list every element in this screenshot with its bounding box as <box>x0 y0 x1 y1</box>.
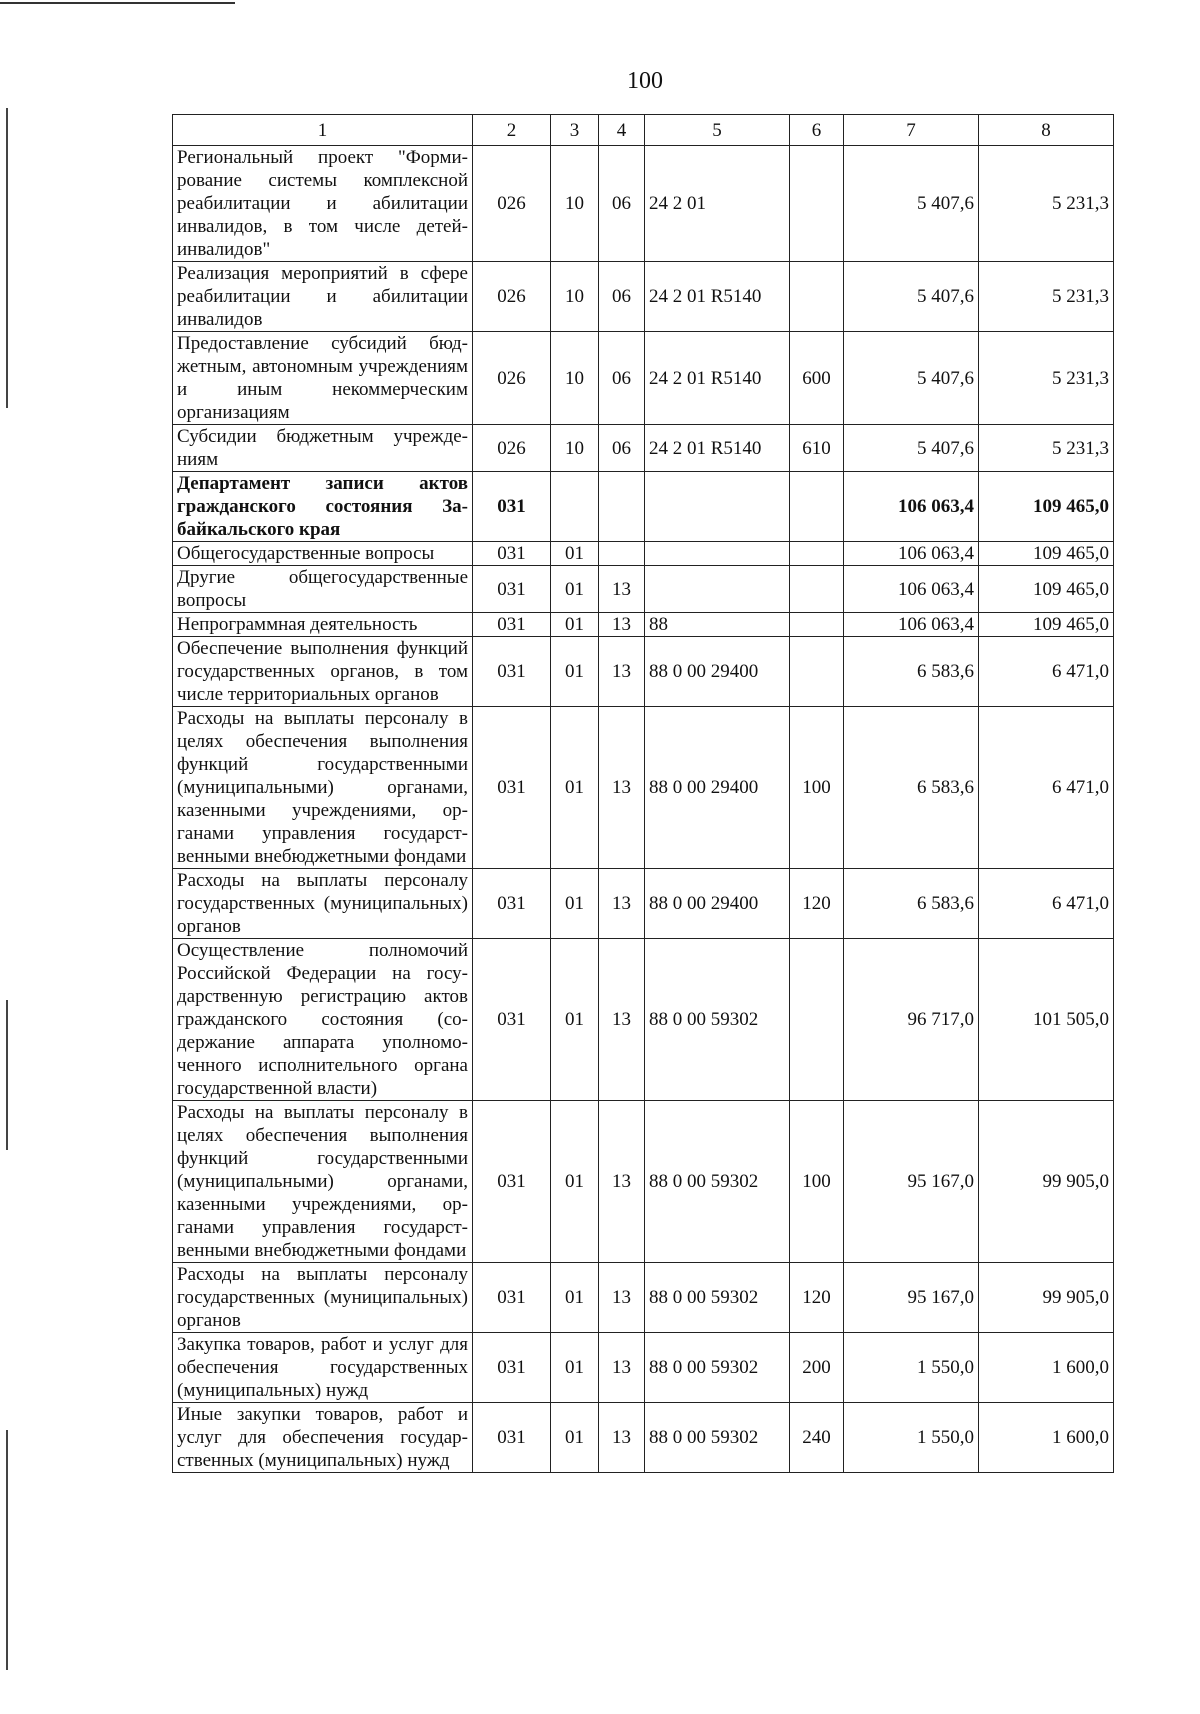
target-article-cell <box>645 566 790 613</box>
item-name-cell: Другие общегосударственные вопросы <box>173 566 473 613</box>
item-name-cell: Расходы на выплаты персоналу государственных (муниципальных) органов <box>173 869 473 939</box>
item-name-cell: Закупка товаров, работ и услуг для обеспечения государственных (муниципальных) нужд <box>173 1333 473 1403</box>
table-row <box>173 707 1114 869</box>
amount-year-2-cell: 5 231,3 <box>979 146 1114 262</box>
amount-year-2-cell: 109 465,0 <box>979 566 1114 613</box>
department-code-cell: 026 <box>473 262 551 332</box>
section-code-cell: 10 <box>551 146 599 262</box>
subsection-code-cell: 13 <box>599 1403 645 1473</box>
target-article-cell <box>645 542 790 566</box>
department-code-cell: 031 <box>473 472 551 542</box>
amount-year-2-cell: 5 231,3 <box>979 262 1114 332</box>
target-article-cell: 88 0 00 59302 <box>645 1333 790 1403</box>
item-name-cell: Региональный проект "Формирование системы комплексной реабилитации и абилитации инвалидов, в том числе детей-инвалидов" <box>173 146 473 262</box>
department-code-cell: 031 <box>473 939 551 1101</box>
expense-type-cell <box>790 566 844 613</box>
item-name-cell: Расходы на выплаты персоналу в целях обеспечения выполнения функций государственными (муниципальными) органами, казенными учреждениями, органами управления государственными внебюджетными фондами <box>173 1101 473 1263</box>
amount-year-1-cell: 96 717,0 <box>844 939 979 1101</box>
department-code-cell: 031 <box>473 613 551 637</box>
section-code-cell: 01 <box>551 613 599 637</box>
expense-type-cell <box>790 146 844 262</box>
department-code-cell: 031 <box>473 542 551 566</box>
amount-year-1-cell: 106 063,4 <box>844 472 979 542</box>
subsection-code-cell: 13 <box>599 1101 645 1263</box>
subsection-code-cell: 13 <box>599 869 645 939</box>
section-code-cell: 01 <box>551 1101 599 1263</box>
table-row <box>173 425 1114 472</box>
expense-type-cell <box>790 939 844 1101</box>
table-row <box>173 1403 1114 1473</box>
section-code-cell: 01 <box>551 707 599 869</box>
amount-year-2-cell: 101 505,0 <box>979 939 1114 1101</box>
amount-year-2-cell: 6 471,0 <box>979 637 1114 707</box>
amount-year-1-cell: 5 407,6 <box>844 425 979 472</box>
department-code-cell: 026 <box>473 332 551 425</box>
target-article-cell <box>645 472 790 542</box>
subsection-code-cell: 13 <box>599 613 645 637</box>
target-article-cell: 24 2 01 R5140 <box>645 332 790 425</box>
amount-year-1-cell: 5 407,6 <box>844 332 979 425</box>
subsection-code-cell: 06 <box>599 262 645 332</box>
amount-year-2-cell: 1 600,0 <box>979 1333 1114 1403</box>
expense-type-cell: 100 <box>790 707 844 869</box>
amount-year-2-cell: 109 465,0 <box>979 542 1114 566</box>
table-row <box>173 472 1114 542</box>
subsection-code-cell: 06 <box>599 425 645 472</box>
table-row <box>173 613 1114 637</box>
amount-year-2-cell: 99 905,0 <box>979 1101 1114 1263</box>
table-row <box>173 637 1114 707</box>
section-code-cell: 01 <box>551 637 599 707</box>
column-header: 6 <box>790 115 844 146</box>
subsection-code-cell <box>599 542 645 566</box>
section-code-cell: 01 <box>551 1333 599 1403</box>
table-row <box>173 566 1114 613</box>
item-name-cell: Субсидии бюджетным учреждениям <box>173 425 473 472</box>
amount-year-2-cell: 5 231,3 <box>979 425 1114 472</box>
amount-year-1-cell: 106 063,4 <box>844 542 979 566</box>
target-article-cell: 24 2 01 R5140 <box>645 262 790 332</box>
section-code-cell: 10 <box>551 425 599 472</box>
expense-type-cell: 600 <box>790 332 844 425</box>
target-article-cell: 88 <box>645 613 790 637</box>
scan-margin-artifact <box>6 108 8 408</box>
section-code-cell: 01 <box>551 1403 599 1473</box>
expense-type-cell <box>790 637 844 707</box>
item-name-cell: Общегосударственные вопросы <box>173 542 473 566</box>
item-name-cell: Расходы на выплаты персоналу государственных (муниципальных) органов <box>173 1263 473 1333</box>
amount-year-1-cell: 5 407,6 <box>844 262 979 332</box>
department-code-cell: 031 <box>473 869 551 939</box>
expense-type-cell: 200 <box>790 1333 844 1403</box>
item-name-cell: Предоставление субсидий бюджетным, автономным учреждениям и иным некоммерческим организациям <box>173 332 473 425</box>
expense-type-cell <box>790 472 844 542</box>
amount-year-1-cell: 6 583,6 <box>844 707 979 869</box>
expense-type-cell: 100 <box>790 1101 844 1263</box>
section-code-cell: 01 <box>551 1263 599 1333</box>
expense-type-cell <box>790 542 844 566</box>
table-row <box>173 146 1114 262</box>
subsection-code-cell <box>599 472 645 542</box>
section-code-cell: 01 <box>551 939 599 1101</box>
target-article-cell: 88 0 00 59302 <box>645 1101 790 1263</box>
subsection-code-cell: 13 <box>599 707 645 869</box>
target-article-cell: 24 2 01 R5140 <box>645 425 790 472</box>
subsection-code-cell: 13 <box>599 1333 645 1403</box>
section-code-cell: 10 <box>551 332 599 425</box>
subsection-code-cell: 06 <box>599 332 645 425</box>
section-code-cell: 01 <box>551 869 599 939</box>
table-row <box>173 332 1114 425</box>
amount-year-1-cell: 95 167,0 <box>844 1263 979 1333</box>
expense-type-cell: 610 <box>790 425 844 472</box>
item-name-cell: Реализация мероприятий в сфере реабилитации и абилитации инвалидов <box>173 262 473 332</box>
amount-year-1-cell: 106 063,4 <box>844 613 979 637</box>
column-header: 5 <box>645 115 790 146</box>
expense-type-cell <box>790 613 844 637</box>
column-header: 8 <box>979 115 1114 146</box>
subsection-code-cell: 06 <box>599 146 645 262</box>
department-code-cell: 031 <box>473 1101 551 1263</box>
amount-year-1-cell: 6 583,6 <box>844 869 979 939</box>
table-row <box>173 1101 1114 1263</box>
item-name-cell: Обеспечение выполнения функций государственных органов, в том числе территориальных органов <box>173 637 473 707</box>
amount-year-1-cell: 6 583,6 <box>844 637 979 707</box>
column-number-row <box>173 115 1114 146</box>
target-article-cell: 24 2 01 <box>645 146 790 262</box>
subsection-code-cell: 13 <box>599 1263 645 1333</box>
table-row <box>173 542 1114 566</box>
department-code-cell: 026 <box>473 146 551 262</box>
item-name-cell: Иные закупки товаров, работ и услуг для обеспечения государственных (муниципальных) нужд <box>173 1403 473 1473</box>
section-code-cell: 01 <box>551 566 599 613</box>
amount-year-1-cell: 5 407,6 <box>844 146 979 262</box>
item-name-cell: Осуществление полномочий Российской Федерации на государственную регистрацию актов гражданского состояния (содержание аппарата уполномоченного исполнительного органа государственной власти) <box>173 939 473 1101</box>
target-article-cell: 88 0 00 59302 <box>645 939 790 1101</box>
scan-margin-artifact <box>6 1000 8 1150</box>
department-code-cell: 031 <box>473 1263 551 1333</box>
target-article-cell: 88 0 00 29400 <box>645 637 790 707</box>
subsection-code-cell: 13 <box>599 566 645 613</box>
amount-year-2-cell: 1 600,0 <box>979 1403 1114 1473</box>
expense-type-cell <box>790 262 844 332</box>
amount-year-1-cell: 1 550,0 <box>844 1333 979 1403</box>
amount-year-2-cell: 109 465,0 <box>979 472 1114 542</box>
column-header: 2 <box>473 115 551 146</box>
amount-year-2-cell: 6 471,0 <box>979 707 1114 869</box>
budget-table <box>172 114 1114 1473</box>
scan-border-artifact <box>0 2 235 4</box>
table-row <box>173 1333 1114 1403</box>
amount-year-2-cell: 109 465,0 <box>979 613 1114 637</box>
amount-year-1-cell: 1 550,0 <box>844 1403 979 1473</box>
page-number: 100 <box>627 68 663 94</box>
section-code-cell: 01 <box>551 542 599 566</box>
table-row <box>173 262 1114 332</box>
department-code-cell: 031 <box>473 1333 551 1403</box>
target-article-cell: 88 0 00 29400 <box>645 707 790 869</box>
subsection-code-cell: 13 <box>599 637 645 707</box>
subsection-code-cell: 13 <box>599 939 645 1101</box>
column-header: 7 <box>844 115 979 146</box>
column-header: 3 <box>551 115 599 146</box>
department-code-cell: 026 <box>473 425 551 472</box>
department-code-cell: 031 <box>473 566 551 613</box>
table-body <box>173 146 1114 1473</box>
item-name-cell: Департамент записи актов гражданского состояния Забайкальского края <box>173 472 473 542</box>
expense-type-cell: 120 <box>790 869 844 939</box>
section-code-cell <box>551 472 599 542</box>
target-article-cell: 88 0 00 29400 <box>645 869 790 939</box>
expense-type-cell: 120 <box>790 1263 844 1333</box>
amount-year-2-cell: 99 905,0 <box>979 1263 1114 1333</box>
section-code-cell: 10 <box>551 262 599 332</box>
table-row <box>173 939 1114 1101</box>
amount-year-1-cell: 95 167,0 <box>844 1101 979 1263</box>
column-header: 1 <box>173 115 473 146</box>
department-code-cell: 031 <box>473 637 551 707</box>
department-code-cell: 031 <box>473 1403 551 1473</box>
scan-margin-artifact <box>6 1430 8 1670</box>
table-row <box>173 1263 1114 1333</box>
amount-year-2-cell: 5 231,3 <box>979 332 1114 425</box>
item-name-cell: Непрограммная деятельность <box>173 613 473 637</box>
item-name-cell: Расходы на выплаты персоналу в целях обеспечения выполнения функций государственными (муниципальными) органами, казенными учреждениями, органами управления государственными внебюджетными фондами <box>173 707 473 869</box>
target-article-cell: 88 0 00 59302 <box>645 1403 790 1473</box>
department-code-cell: 031 <box>473 707 551 869</box>
table-row <box>173 869 1114 939</box>
target-article-cell: 88 0 00 59302 <box>645 1263 790 1333</box>
expense-type-cell: 240 <box>790 1403 844 1473</box>
column-header: 4 <box>599 115 645 146</box>
amount-year-1-cell: 106 063,4 <box>844 566 979 613</box>
amount-year-2-cell: 6 471,0 <box>979 869 1114 939</box>
